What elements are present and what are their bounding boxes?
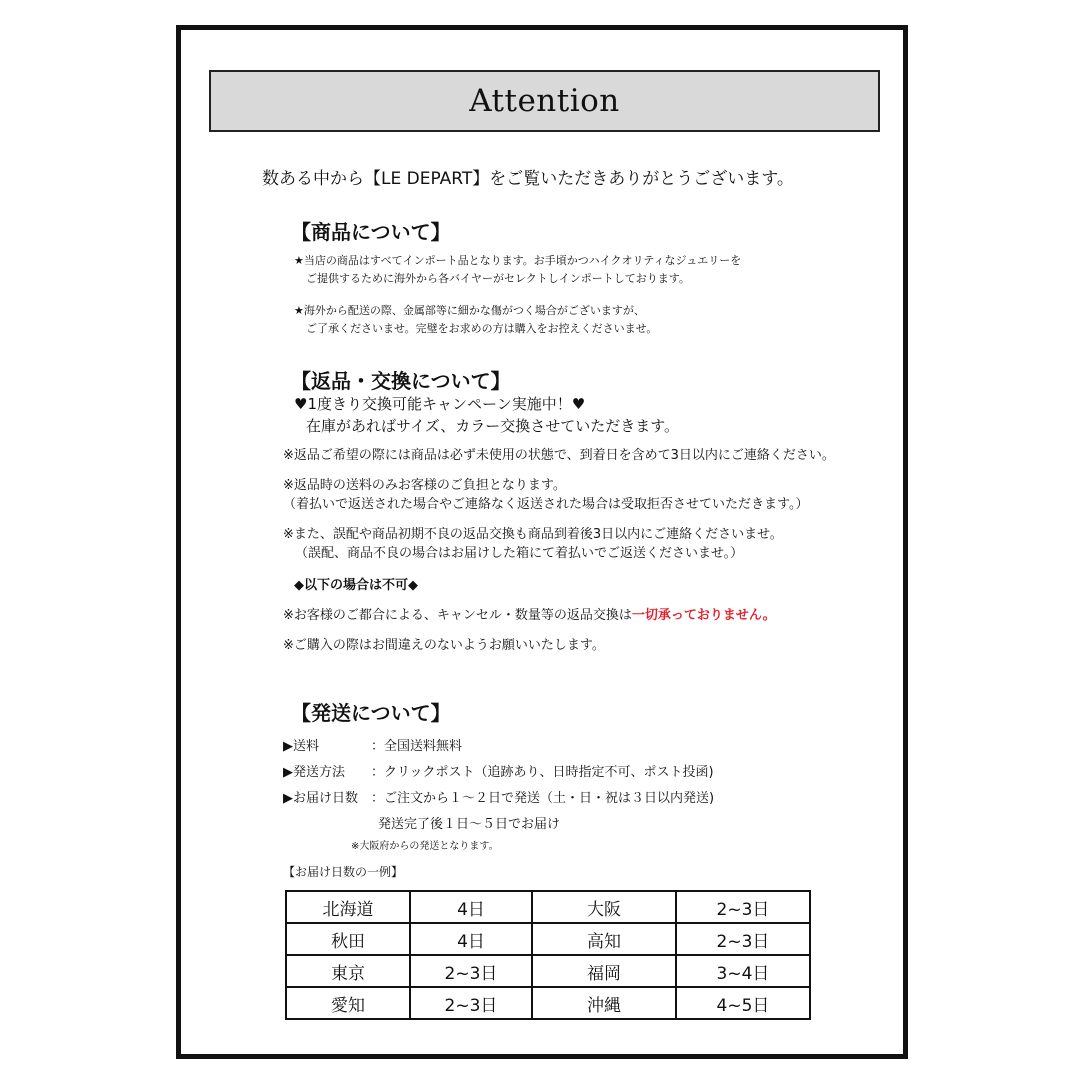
table-cell-region: 福岡: [532, 955, 676, 987]
shipping-fee-value: ：全国送料無料: [371, 739, 463, 754]
table-cell-region: 沖縄: [532, 987, 676, 1019]
returns-note-1: ※返品ご希望の際には商品は必ず未使用の状態で、到着日を含めて3日以内にご連絡ください。: [283, 448, 835, 463]
table-cell-region: 東京: [286, 955, 410, 987]
shipping-row-days: [283, 787, 714, 806]
shipping-fee-label: ▶送料: [283, 739, 319, 754]
not-allowed-heading: ◆以下の場合は不可◆: [294, 578, 418, 593]
table-cell-days: 4日: [410, 891, 532, 923]
table-cell-region: 高知: [532, 923, 676, 955]
table-cell-days: 2~3日: [410, 987, 532, 1019]
shipping-method-label: ▶発送方法: [283, 765, 345, 780]
products-note-1-line-1: ★当店の商品はすべてインポート品となります。お手頃かつハイクオリティなジュエリーを: [294, 254, 742, 267]
delivery-days-table: [285, 890, 811, 1020]
greeting-text: 数ある中から【LE DEPART】をご覧いただきありがとうございます。: [262, 169, 794, 189]
campaign-line-1: ♥1度きり交換可能キャンペーン実施中！♥: [294, 395, 586, 413]
shipping-heading: 【発送について】: [291, 701, 451, 725]
shipping-method-value: ：クリックポスト（追跡あり、日時指定不可、ポスト投函): [371, 765, 714, 780]
table-row: [286, 923, 810, 955]
title-banner: [209, 70, 880, 132]
returns-note-3-line-2: （誤配、商品不良の場合はお届けした箱にて着払いでご返送くださいませ。）: [295, 546, 744, 561]
table-cell-days: 4日: [410, 923, 532, 955]
table-row: [286, 987, 810, 1019]
table-cell-days: 2~3日: [676, 923, 810, 955]
returns-note-2-line-2: （着払いで返送された場合やご連絡なく返送された場合は受取拒否させていただきます。）: [283, 497, 809, 512]
products-note-2-line-1: ★海外から配送の際、金属部等に細かな傷がつく場合がございますが、: [294, 304, 645, 317]
attention-frame: [176, 25, 908, 1059]
purchase-note: ※ご購入の際はお間違えのないようお願いいたします。: [283, 638, 605, 653]
table-cell-region: 北海道: [286, 891, 410, 923]
table-caption: 【お届け日数の一例】: [283, 865, 404, 879]
page-title: Attention: [469, 83, 620, 119]
origin-note: ※大阪府からの発送となります。: [351, 841, 499, 852]
returns-note-3-line-1: ※また、誤配や商品初期不良の返品交換も商品到着後3日以内にご連絡くださいませ。: [283, 527, 783, 542]
returns-heading: 【返品・交換について】: [291, 369, 511, 393]
campaign-line-2: 在庫があればサイズ、カラー交換させていただきます。: [306, 417, 680, 435]
cancel-note-text: ※お客様のご都合による、キャンセル・数量等の返品交換は: [283, 608, 632, 623]
table-cell-days: 4~5日: [676, 987, 810, 1019]
table-row: [286, 955, 810, 987]
table-cell-days: 2~3日: [410, 955, 532, 987]
table-row: [286, 891, 810, 923]
table-cell-region: 大阪: [532, 891, 676, 923]
returns-note-2-line-1: ※返品時の送料のみお客様のご負担となります。: [283, 478, 566, 493]
cancel-note: [283, 606, 776, 626]
products-note-2-line-2: ご了承くださいませ。完璧をお求めの方は購入をお控えくださいませ。: [306, 322, 658, 335]
delivery-extra: 発送完了後１日～５日でお届け: [378, 817, 561, 832]
table-cell-days: 2~3日: [676, 891, 810, 923]
shipping-row-method: [283, 761, 714, 780]
shipping-days-value: ：ご注文から１～２日で発送（土・日・祝は３日以内発送): [371, 791, 715, 806]
cancel-note-emphasis: 一切承っておりません。: [631, 608, 776, 623]
products-note-1-line-2: ご提供するために海外から各バイヤーがセレクトしインポートしております。: [306, 272, 690, 285]
products-heading: 【商品について】: [291, 220, 451, 244]
shipping-row-fee: [283, 735, 462, 754]
table-cell-days: 3~4日: [676, 955, 810, 987]
table-cell-region: 秋田: [286, 923, 410, 955]
shipping-days-label: ▶お届け日数: [283, 791, 358, 806]
table-cell-region: 愛知: [286, 987, 410, 1019]
